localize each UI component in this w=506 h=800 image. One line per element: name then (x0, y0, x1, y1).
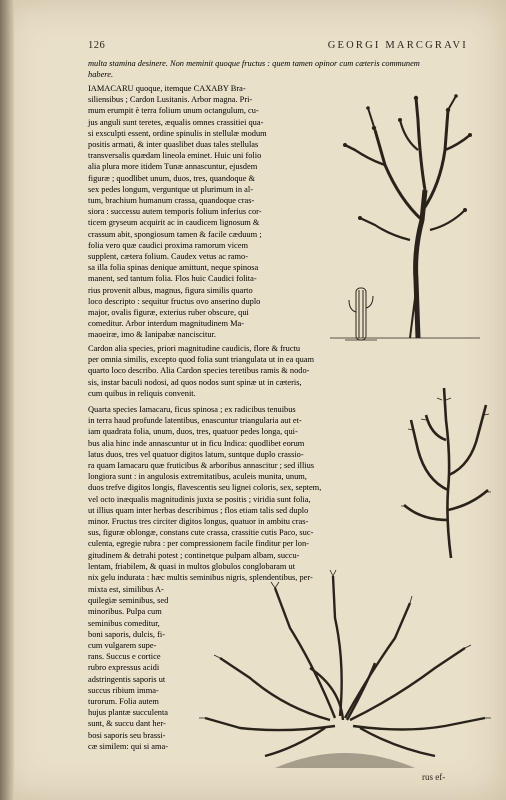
text-line: succus ribium imma- (88, 685, 159, 695)
text-line: quarto loco describo. Alia Cardon species teretibus ramis & nodo- (88, 366, 310, 376)
text-line: latus duos, tres vel quatuor digitos latum, suntque duplo crassio- (88, 449, 304, 459)
text-line: sex pedes longum, verguntque ut plurimum in al- (88, 184, 253, 194)
text-line: boni saporis, dulcis, fi- (88, 629, 165, 639)
text-line: figuræ ; quodlibet unum, duos, tres, quandoque & (88, 173, 256, 183)
text-line: quilegiæ seminibus, sed (88, 596, 169, 606)
text-line: maoeiræ, imo & Ianipabæ nanciscitur. (88, 330, 216, 340)
text-line: in terra haud profunde latentibus, enascuntur triangularia aut et- (88, 416, 302, 426)
text-line: ra quam Iamacaru quæ fruticibus & arboribus annascitur ; sed illius (88, 461, 315, 471)
text-line: IAMACARU quoque, itemque CAXABY Bra- (88, 84, 246, 93)
text-line: hujus plantæ succulenta (88, 708, 169, 718)
text-line: loco descripto : sequitur fructus ovo anserino duplo (88, 296, 261, 306)
page-gutter (0, 0, 14, 800)
text-line: transversalis quædam lineola eminet. Huic uni folio (88, 151, 262, 161)
text-line: minor. Fructus tres circiter digitos longus, quatuor in ambitu cras- (88, 517, 309, 527)
paragraph-iamacaru (88, 83, 267, 341)
text-line: lentam, friabilem, & quasi in multos globulos conglobaram ut (88, 561, 296, 571)
running-head-author: GEORGI MARCGRAVI (327, 40, 468, 51)
text-line: bosi saporis seu brassi- (88, 730, 166, 740)
cactus-column-illustration (345, 282, 377, 342)
text-line: gitudinem & detrahi potest ; continetque pulpam albam, succu- (88, 550, 300, 560)
text-line: Cardon alia species, priori magnitudine caudicis, flore & fructu (88, 344, 301, 353)
text-line: cum quibus in reliquis convenit. (88, 388, 196, 398)
text-line: duos trefve digitos longis, flavescentis seu lignei coloris, sex, septem, (88, 483, 322, 493)
paragraph-quarta-species (88, 404, 321, 583)
text-line: mum erumpit è terra folium unum octangulum, cu- (88, 106, 259, 116)
text-line: ticem gryseum acquirit ac in caudicem lignosum & (88, 218, 260, 228)
text-line: tum, brachium humanum crassa, quandoque cras- (88, 196, 255, 206)
text-line: adstringentis saporis ut (88, 674, 166, 684)
paragraph-quarta-species-continued (88, 584, 168, 752)
text-line: habere. (88, 70, 114, 80)
intro-text (88, 58, 420, 80)
catchword: rus ef- (422, 772, 446, 782)
text-line: alia plura more itidem Tunæ annascuntur, ejusdem (88, 162, 258, 172)
text-line: sus, figuræ oblongæ, constans cute crassa, crassitie cutis Paco, suc- (88, 528, 314, 538)
text-line: rans. Succus e cortice (88, 652, 161, 662)
text-line: comeditur. Arbor interdum magnitudinem Ma- (88, 319, 245, 329)
text-line: manent, sed tantum folia. Flos huic Caudici folita- (88, 274, 257, 284)
text-line: siliensibus ; Cardon Lusitanis. Arbor magna. Pri- (88, 95, 253, 105)
text-line: nix gelu indurata : hæc multis seminibus nigris, splendentibus, per- (88, 573, 313, 583)
text-line: supplent, cætera folium. Caudex vetus ac ramo- (88, 252, 249, 262)
page-number: 126 (88, 40, 106, 51)
cactus-shrub-illustration (396, 380, 496, 560)
text-line: si exsculpti essent, ordine spinulis in stellulæ modum (88, 128, 267, 138)
cactus-ground-illustration (195, 568, 495, 768)
text-line: rubro expressus acidi (88, 663, 160, 673)
text-line: ut illius quam inter herbas describimus ; flos etiam talis sed duplo (88, 505, 309, 515)
text-line: mixta est, similibus A- (88, 585, 164, 594)
text-line: turorum. Folia autem (88, 697, 159, 707)
text-line: bus alia hinc inde annascuntur ut in ficu Indica: quodlibet eorum (88, 438, 305, 448)
text-line: jus anguli sunt teretes, æqualis omnes crassitiei qua- (88, 117, 264, 127)
text-line: folia vero quæ caudici proxima ramorum vicem (88, 240, 249, 250)
text-line: minoribus. Pulpa cum (88, 607, 162, 617)
text-line: vel octo inæqualis magnitudinis juxta se positis ; viridia sunt folia, (88, 494, 311, 504)
text-line: sis, instar baculi nodosi, ad quos nodos sunt spinæ ut in cæteris, (88, 377, 302, 387)
text-line: positis armati, & inter quaslibet duas tales stellulas (88, 140, 259, 150)
text-line: siora : successu autem temporis folium inferius cor- (88, 207, 262, 217)
text-line: cum vulgarem supe- (88, 641, 157, 651)
text-line: iam quadrata folia, unum, duos, tres, quatuor pedes longa, qui- (88, 427, 298, 437)
running-head (88, 40, 468, 51)
text-line: sa illa folia spinas denique amittunt, neque spinosa (88, 263, 259, 273)
text-line: major, ovalis figuræ, exterius ruber obscure, qui (88, 308, 249, 318)
text-line: rius provenit albus, magnus, figura similis quarto (88, 285, 253, 295)
text-line: crassum abit, spongiosum tamen & facile cæduum ; (88, 229, 262, 239)
text-line: multa stamina desinere. Non meminit quoque fructus : quem tamen opinor cum cæteris communem (88, 59, 420, 68)
text-line: cæ similem: qui si ama- (88, 741, 169, 751)
text-line: per omnia similis, excepto quod folia sunt triangulata ut in ea quam (88, 355, 315, 365)
paragraph-cardon (88, 343, 314, 399)
text-line: Quarta species Iamacaru, ficus spinosa ; ex radicibus tenuibus (88, 405, 296, 414)
text-line: seminibus comeditur, (88, 618, 160, 628)
text-line: longiora sunt : in angulosis extremitatibus, aculeis munita, unum, (88, 472, 307, 482)
text-line: sunt, & succu dant her- (88, 719, 166, 729)
text-line: culenta, egregie rubra : per compressionem facile finditur per lon- (88, 539, 309, 549)
